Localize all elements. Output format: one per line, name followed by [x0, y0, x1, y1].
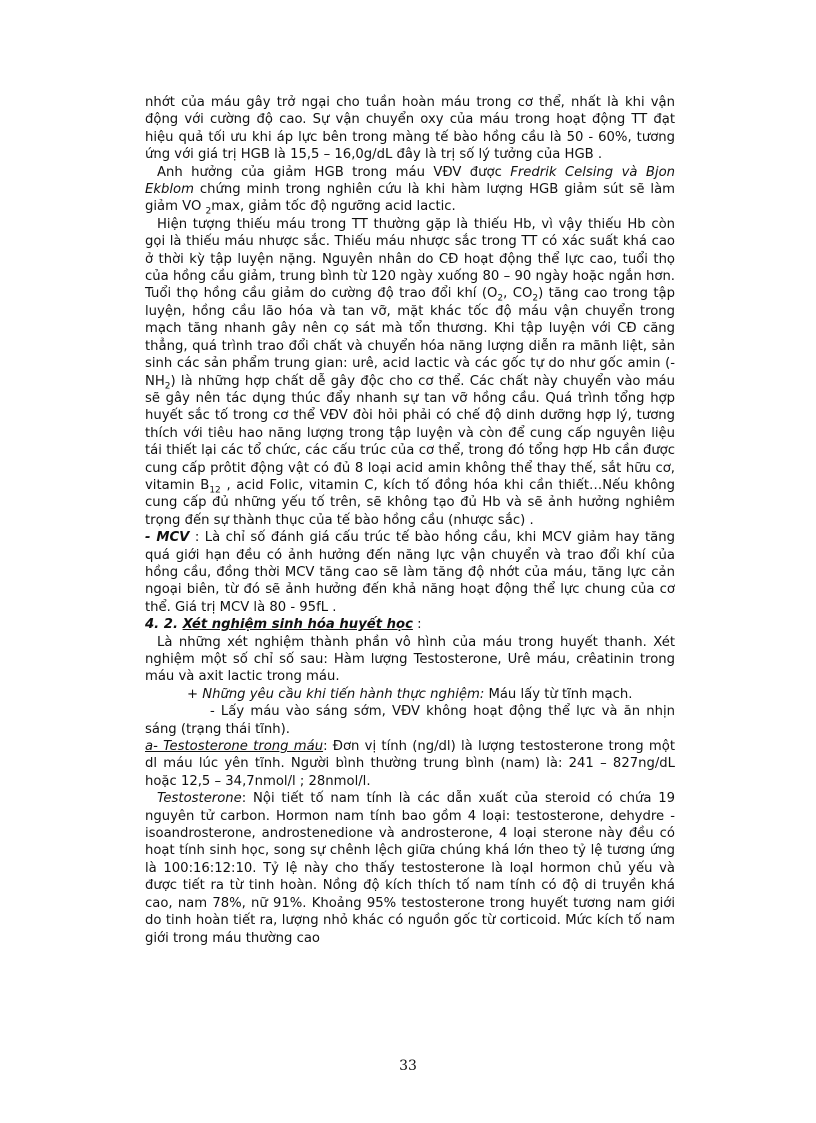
- document-body: [145, 94, 675, 947]
- text-run: max, giảm tốc độ ngưỡng acid lactic.: [211, 199, 456, 215]
- paragraph-testosterone-blood: [145, 738, 675, 790]
- text-run: Hiện tượng thiếu máu trong TT thường gặp là thiếu Hb, vì vậy thiếu Hb còn gọi là thiếu máu nhược sắc. Thiếu máu nhược sắc trong TT có xác suất khá cao ở thời kỳ tập luyện nặng. Nguyên nhân do CĐ hoạt động thể lực cao, tuổi thọ của hồng cầu giảm, trung bình từ 120 ngày xuống 80 – 90 ngày hoặc ngắn hơn. Tuổi thọ hồng cầu giảm do cường độ trao đổi khí (O: [145, 216, 675, 302]
- text-run: Anh hưởng của giảm HGB trong máu VĐV được: [157, 164, 511, 180]
- heading-colon: :: [412, 617, 422, 633]
- subscript: 2: [532, 294, 539, 305]
- paragraph-biochem-intro: Là những xét nghiệm thành phần vô hình của máu trong huyết thanh. Xét nghiệm một số chỉ số sau: Hàm lượng Testosterone, Urê máu, crêatinin trong máu và axit lactic trong máu.: [145, 634, 675, 685]
- mcv-label: - MCV: [145, 530, 190, 546]
- paragraph-testosterone: [145, 790, 675, 947]
- text-run: : Nội tiết tố nam tính là các dẫn xuất của steroid có chứa 19 nguyên tử carbon. Hormon nam tính bao gồm 4 loại: testosterone, dehydre - isoandrosterone, androstenedione và androsterone, 4 loại sterone này đều có hoạt tính sinh học, song sự chênh lệch giữa chúng khá lớn theo tỷ lệ tương ứng là 100:16:12:10. Tỷ lệ này cho thấy testosterone là loạI hormon chủ yếu và được tiết ra từ tinh hoàn. Nồng độ kích thích tố nam tính có độ di truyền khá cao, nam 78%, nữ 91%. Khoảng 95% testosterone trong huyết tương nam giới do tinh hoàn tiết ra, lượng nhỏ khác có nguồn gốc từ corticoid. Mức kích tố nam giới trong máu thường cao: [145, 791, 675, 946]
- testosterone-lead: Testosterone: [157, 791, 242, 807]
- subscript: 2: [164, 381, 171, 392]
- paragraph-hgb-intro: nhớt của máu gây trở ngại cho tuần hoàn máu trong cơ thể, nhất là khi vận động với cường độ cao. Sự vận chuyển oxy của máu trong hoạt động TT đạt hiệu quả tối ưu khi áp lực bên trong màng tế bào hồng cầu là 50 - 60%, tương ứng với giá trị HGB là 15,5 – 16,0g/dL đây là trị số lý tưởng của HGB .: [145, 95, 675, 163]
- page-number: 33: [399, 1058, 417, 1074]
- subscript: 2: [205, 207, 212, 218]
- testosterone-label: a- Testosterone trong máu: [145, 739, 324, 755]
- text-run: : Là chỉ số đánh giá cấu trúc tế bào hồng cầu, khi MCV giảm hay tăng quá giới hạn đều có ảnh hưởng đến năng lực vận chuyển và trao đổi khí của hồng cầu, đồng thời MCV tăng cao sẽ làm tăng độ nhớt của máu, tăng lực cản ngoại biên, từ đó sẽ ảnh hưởng đến khả năng hoạt động thể lực chung của cơ thể. Giá trị MCV là 80 - 95fL .: [145, 530, 675, 615]
- subscript: 2: [497, 294, 504, 305]
- paragraph-anemia: [145, 216, 675, 529]
- paragraph-blood-sampling: - Lấy máu vào sáng sớm, VĐV không hoạt động thể lực và ăn nhịn sáng (trạng thái tĩnh).: [145, 704, 675, 737]
- subscript: 12: [209, 485, 221, 496]
- section-heading: [145, 616, 675, 633]
- text-run: chứng minh trong nghiên cứu là khi hàm lượng HGB giảm sút sẽ làm giảm VO: [145, 182, 675, 215]
- paragraph-mcv: [145, 529, 675, 616]
- text-run: : Đơn vị tính (ng/dl) là lượng testosterone trong một dl máu lúc yên tĩnh. Người bình thường trung bình (nam) là: 241 – 827ng/dL hoặc 12,5 – 34,7nmol/l ; 28nmol/l.: [145, 739, 675, 789]
- text-run: , CO: [503, 286, 533, 302]
- authors-italic: Fredrik Celsing và Bjon Ekblom: [145, 164, 676, 198]
- paragraph-requirements: [145, 686, 675, 703]
- paragraph-hgb-reduction: [145, 164, 675, 216]
- requirements-lead: + Những yêu cầu khi tiến hành thực nghiệm:: [187, 686, 485, 702]
- heading-number: 4. 2.: [145, 617, 183, 633]
- text-run: ) là những hợp chất dễ gây độc cho cơ thể. Các chất này chuyển vào máu sẽ gây nên tác dụng thúc đẩy nhanh sự tan vỡ hồng cầu. Quá trình tổng hợp huyết sắc tố trong cơ thể VĐV đòi hỏi phải có chế độ dinh dưỡng hợp lý, tương thích với tiêu hao năng lượng trong tập luyện và còn để cung cấp nguyên liệu tái thiết lại các tổ chức, các cấu trúc của cơ thể, trong đó tổng hợp Hb cần được cung cấp prôtit động vật có đủ 8 loại acid amin không thể thay thế, sắt hữu cơ, vitamin B: [145, 373, 675, 493]
- text-run: , acid Folic, vitamin C, kích tố đồng hóa khi cần thiết…Nếu không cung cấp đủ những yếu tố trên, sẽ không tạo đủ Hb và sẽ ảnh hưởng nghiêm trọng đến sự thành thục của tế bào hồng cầu (nhược sắc) .: [145, 477, 675, 528]
- text-run: Máu lấy từ tĩnh mạch.: [484, 686, 633, 702]
- heading-title: Xét nghiệm sinh hóa huyết học: [182, 617, 413, 633]
- text-run: ) tăng cao trong tập luyện, hồng cầu lão hóa và tan vỡ, mặt khác tốc độ máu vận chuyển trong mạch tăng nhanh gây nên cọ sát mà tổn thương. Khi tập luyện với CĐ căng thẳng, quá trình trao đổi chất và chuyển hóa năng lượng diễn ra mãnh liệt, sản sinh các sản phẩm trung gian: urê, acid lactic và các gốc tự do như gốc amin (-NH: [145, 286, 675, 389]
